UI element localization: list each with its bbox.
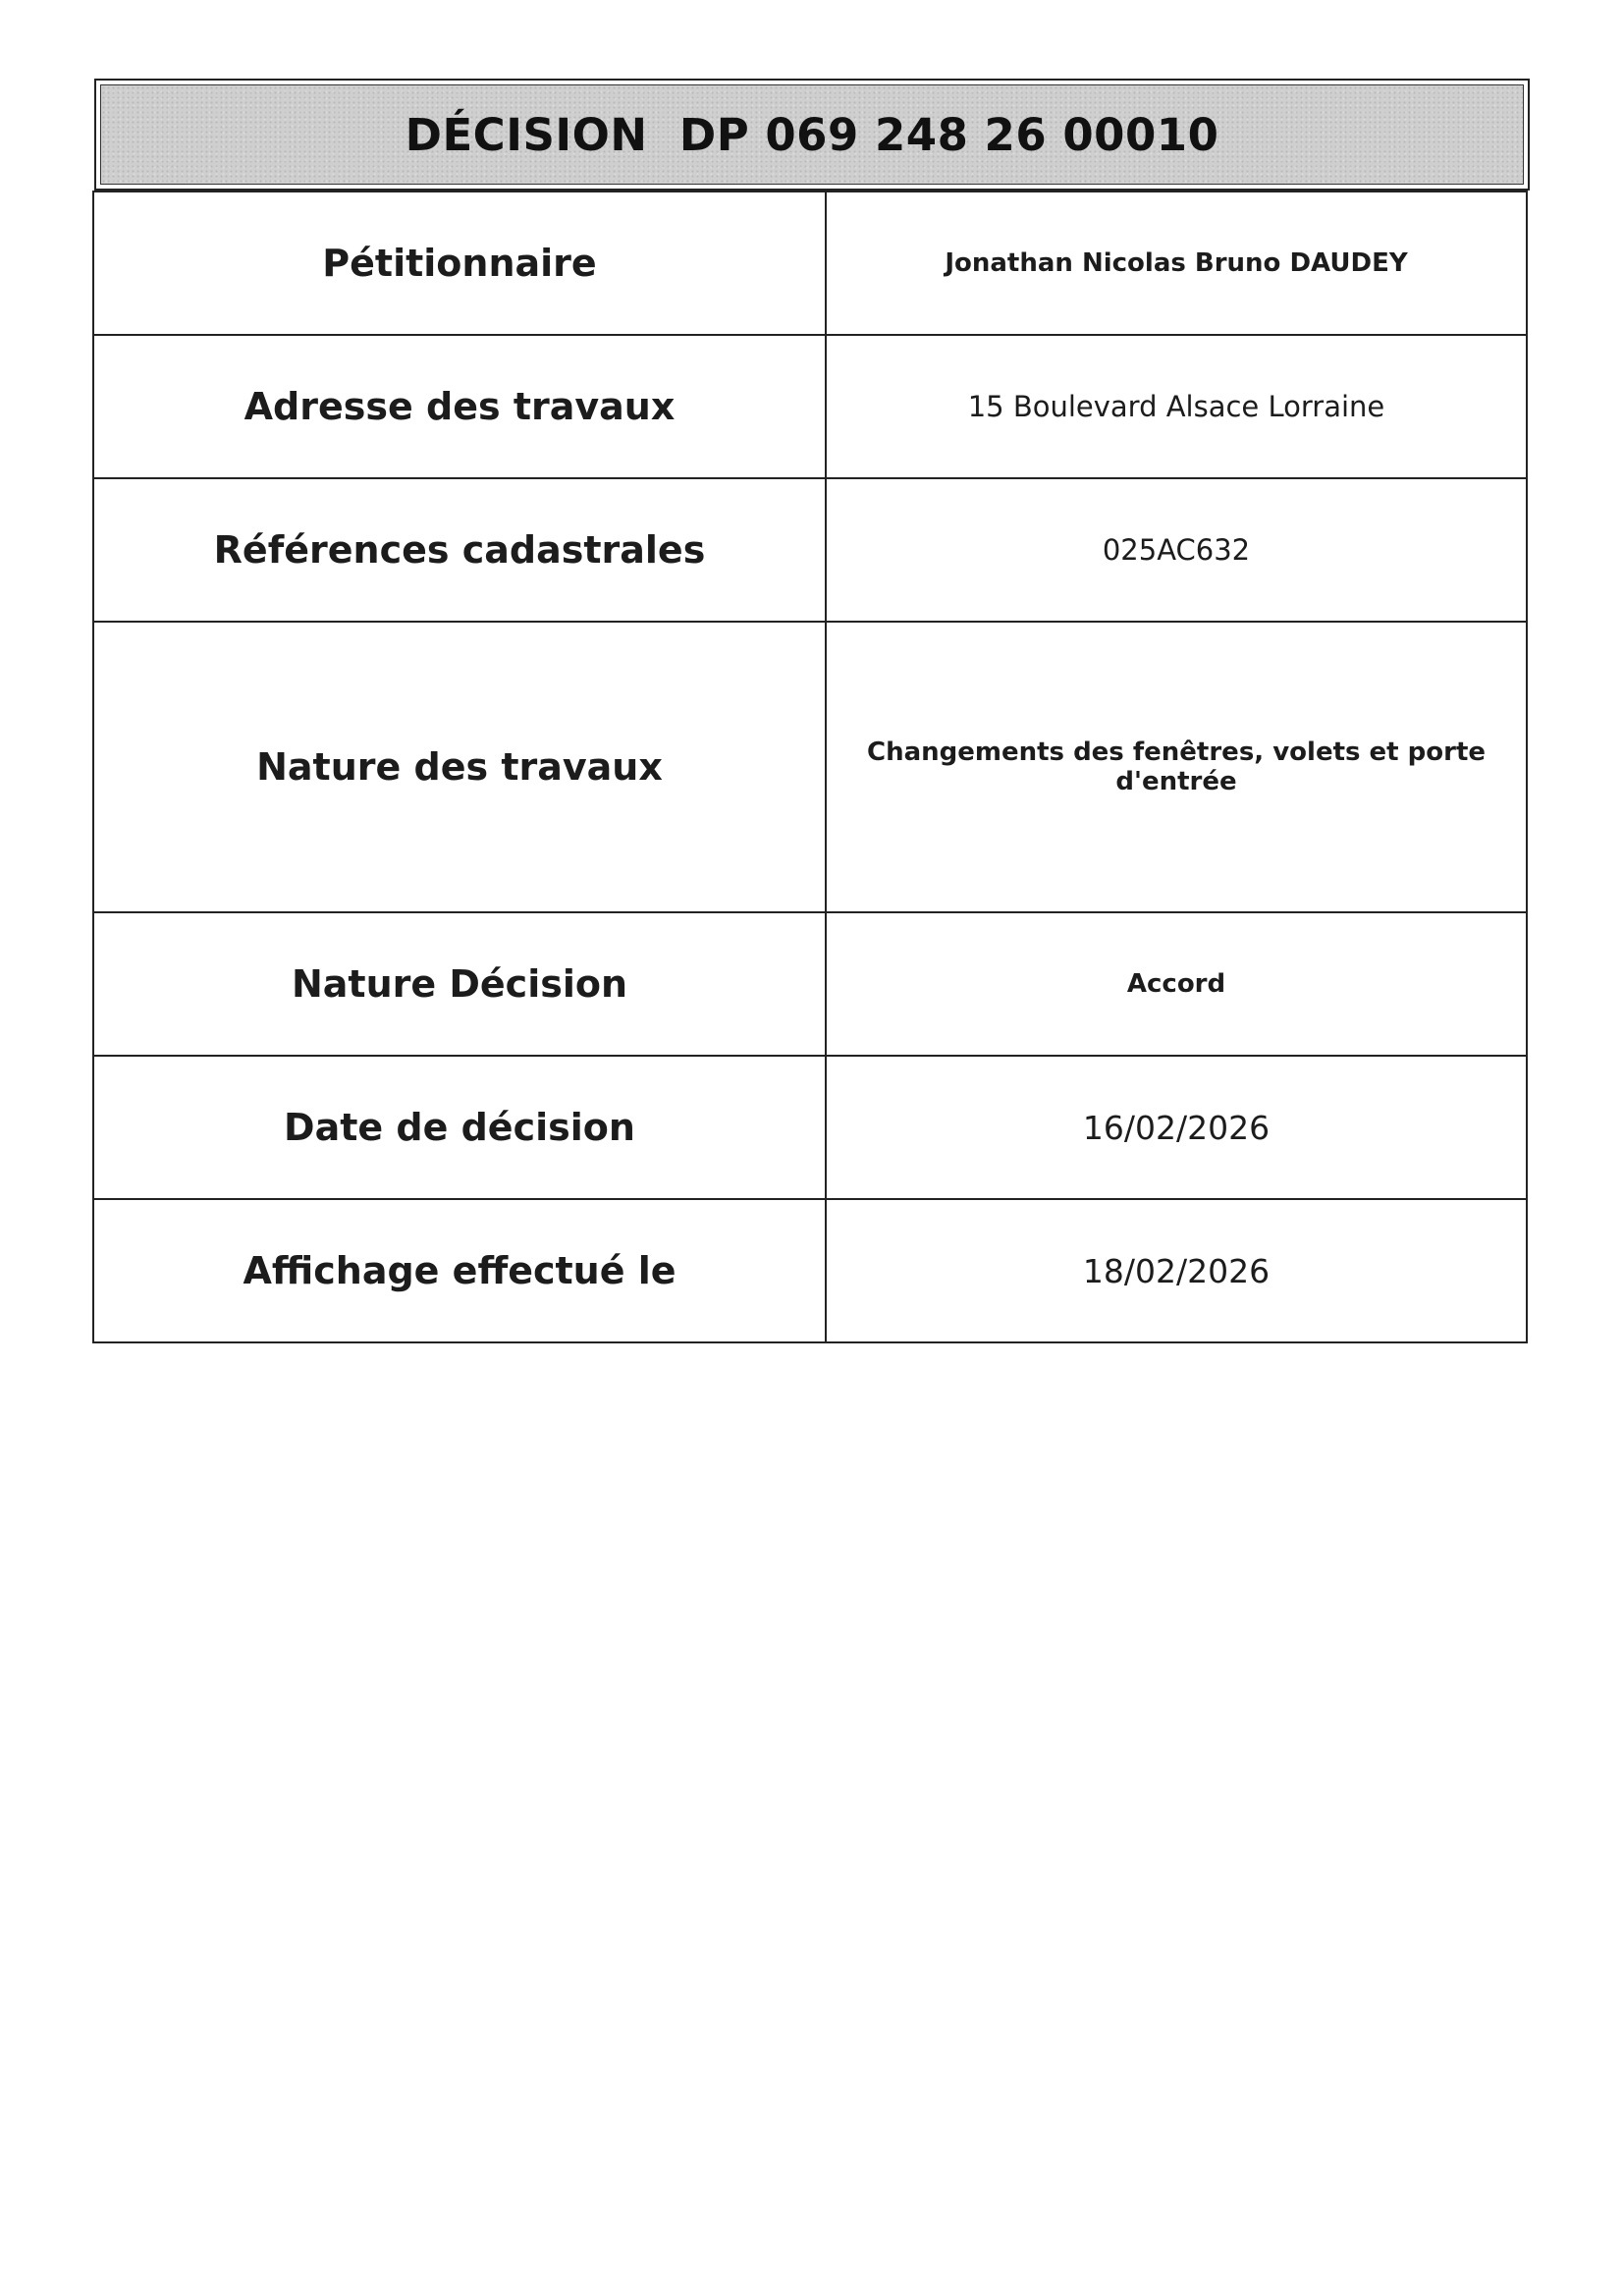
row-label: Pétitionnaire — [93, 191, 826, 335]
row-value: 15 Boulevard Alsace Lorraine — [826, 335, 1527, 478]
row-label: Nature Décision — [93, 912, 826, 1056]
table-row-references — [93, 478, 1527, 622]
title-banner — [100, 84, 1524, 185]
table-row-nature-decision — [93, 912, 1527, 1056]
table-row-nature-travaux — [93, 622, 1527, 912]
row-value: Jonathan Nicolas Bruno DAUDEY — [826, 191, 1527, 335]
row-value: Accord — [826, 912, 1527, 1056]
row-label: Nature des travaux — [93, 622, 826, 912]
table-row-date-decision — [93, 1056, 1527, 1199]
row-label: Références cadastrales — [93, 478, 826, 622]
row-label: Adresse des travaux — [93, 335, 826, 478]
row-value: 18/02/2026 — [826, 1199, 1527, 1342]
row-value: 025AC632 — [826, 478, 1527, 622]
row-label: Date de décision — [93, 1056, 826, 1199]
table-row-adresse — [93, 335, 1527, 478]
table-row-petitionnaire — [93, 191, 1527, 335]
decision-title: DÉCISION DP 069 248 26 00010 — [405, 108, 1219, 161]
decision-info-table — [92, 191, 1528, 1343]
row-value: Changements des fenêtres, volets et porte d'entrée — [826, 622, 1527, 912]
row-value: 16/02/2026 — [826, 1056, 1527, 1199]
table-row-affichage — [93, 1199, 1527, 1342]
row-label: Affichage effectué le — [93, 1199, 826, 1342]
title-box — [94, 79, 1530, 191]
